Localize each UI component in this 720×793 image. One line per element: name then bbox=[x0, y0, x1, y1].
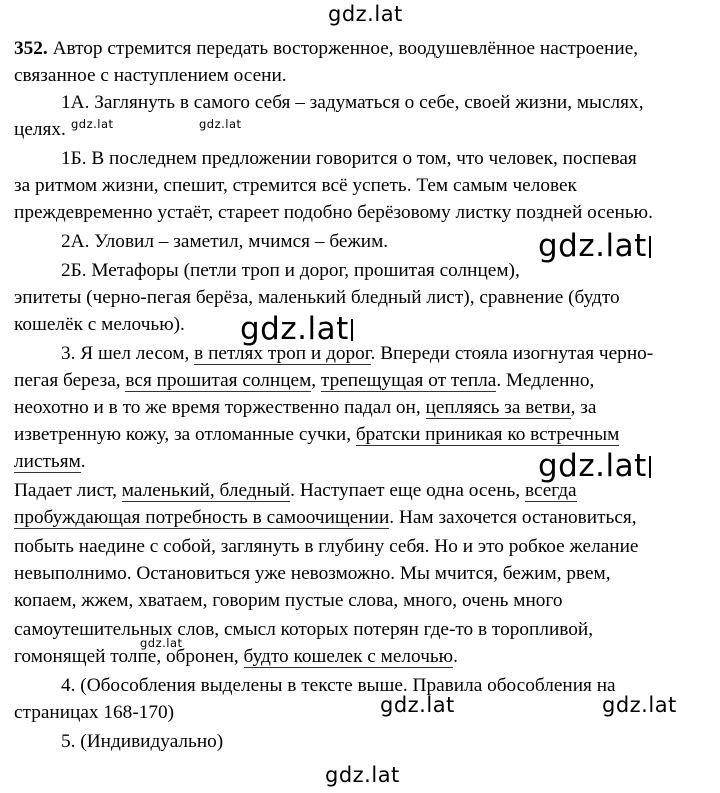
underlined-phrase: цепляясь за ветви bbox=[425, 397, 571, 418]
watermark-mid: gdz.lat bbox=[380, 693, 455, 717]
answer-line: преждевременно устаёт, стареет подобно берёзовому листку поздней осенью. bbox=[14, 202, 653, 223]
underlined-phrase: пробуждающая потребность в самоочищении bbox=[14, 507, 390, 528]
watermark-mid: gdz.lat bbox=[602, 693, 677, 717]
underlined-phrase: трепещущая от тепла bbox=[320, 370, 497, 391]
watermark-big: gdz.lat bbox=[240, 311, 353, 347]
answer-line: гомонящей толпе, обронен, будто кошелек с мелочью. bbox=[14, 646, 458, 667]
answer-line: пробуждающая потребность в самоочищении. Нам захочется остановиться, bbox=[14, 507, 637, 528]
answer-line: самоутешительных слов, смысл которых потерян где-то в торопливой, bbox=[14, 619, 594, 640]
answer-line: 2А. Уловил – заметил, мчимся – бежим. bbox=[61, 231, 389, 252]
watermark-big: gdz.lat bbox=[538, 448, 651, 484]
answer-line: листьям. bbox=[14, 451, 86, 472]
answer-line: Падает лист, маленький, бледный. Наступает еще одна осень, всегда bbox=[14, 480, 577, 501]
exercise-number: 352. bbox=[14, 38, 48, 59]
watermark-top: gdz.lat bbox=[328, 2, 403, 26]
answer-line: изветренную кожу, за отломанные сучки, братски приникая ко встречным bbox=[14, 424, 620, 445]
answer-line: невыполнимо. Остановиться уже невозможно. Мы мчится, бежим, рвем, bbox=[14, 563, 611, 584]
answer-line: неохотно и в то же время торжественно падал он, цепляясь за ветви, за bbox=[14, 397, 597, 418]
answer-line: 4. (Обособления выделены в тексте выше. Правила обособления на bbox=[61, 675, 616, 696]
answer-line: связанное с наступлением осени. bbox=[14, 65, 287, 86]
answer-line: 5. (Индивидуально) bbox=[61, 731, 224, 752]
underlined-phrase: всегда bbox=[524, 480, 577, 501]
answer-line: целях. bbox=[14, 119, 66, 140]
watermark-bottom: gdz.lat bbox=[325, 763, 400, 787]
watermark-small: gdz.lat bbox=[199, 117, 242, 131]
watermark-big: gdz.lat bbox=[538, 228, 651, 264]
underlined-phrase: маленький, бледный bbox=[121, 480, 291, 501]
answer-line: побыть наедине с собой, заглянуть в глубину себя. Но и это робкое желание bbox=[14, 536, 639, 557]
answer-line: эпитеты (черно-пегая берёза, маленький бледный лист), сравнение (будто bbox=[14, 287, 620, 308]
underlined-phrase: братски приникая ко встречным bbox=[355, 424, 620, 445]
answer-line: 352. Автор стремится передать восторженное, воодушевлённое настроение, bbox=[14, 38, 639, 59]
answer-line: страницах 168-170) bbox=[14, 702, 175, 723]
answer-line: копаем, жжем, хватаем, говорим пустые слова, много, очень много bbox=[14, 590, 563, 611]
answer-line: 1А. Заглянуть в самого себя – задуматься о себе, своей жизни, мыслях, bbox=[61, 92, 644, 113]
answer-line: пегая береза, вся прошитая солнцем, трепещущая от тепла. Медленно, bbox=[14, 370, 595, 391]
answer-line: 2Б. Метафоры (петли троп и дорог, прошитая солнцем), bbox=[61, 260, 520, 281]
watermark-small: gdz.lat bbox=[71, 117, 114, 131]
underlined-phrase: листьям bbox=[14, 451, 81, 472]
answer-line: кошелёк с мелочью). bbox=[14, 314, 185, 335]
watermark-small: gdz.lat bbox=[140, 636, 183, 650]
underlined-phrase: вся прошитая солнцем bbox=[125, 370, 312, 391]
answer-line: 1Б. В последнем предложении говорится о том, что человек, поспевая bbox=[61, 148, 637, 169]
underlined-phrase: в петлях троп и дорог bbox=[194, 343, 371, 364]
answer-line: за ритмом жизни, спешит, стремится всё успеть. Тем самым человек bbox=[14, 175, 577, 196]
answer-line: 3. Я шел лесом, в петлях троп и дорог. Впереди стояла изогнутая черно- bbox=[61, 343, 654, 364]
underlined-phrase: будто кошелек с мелочью bbox=[243, 646, 454, 667]
